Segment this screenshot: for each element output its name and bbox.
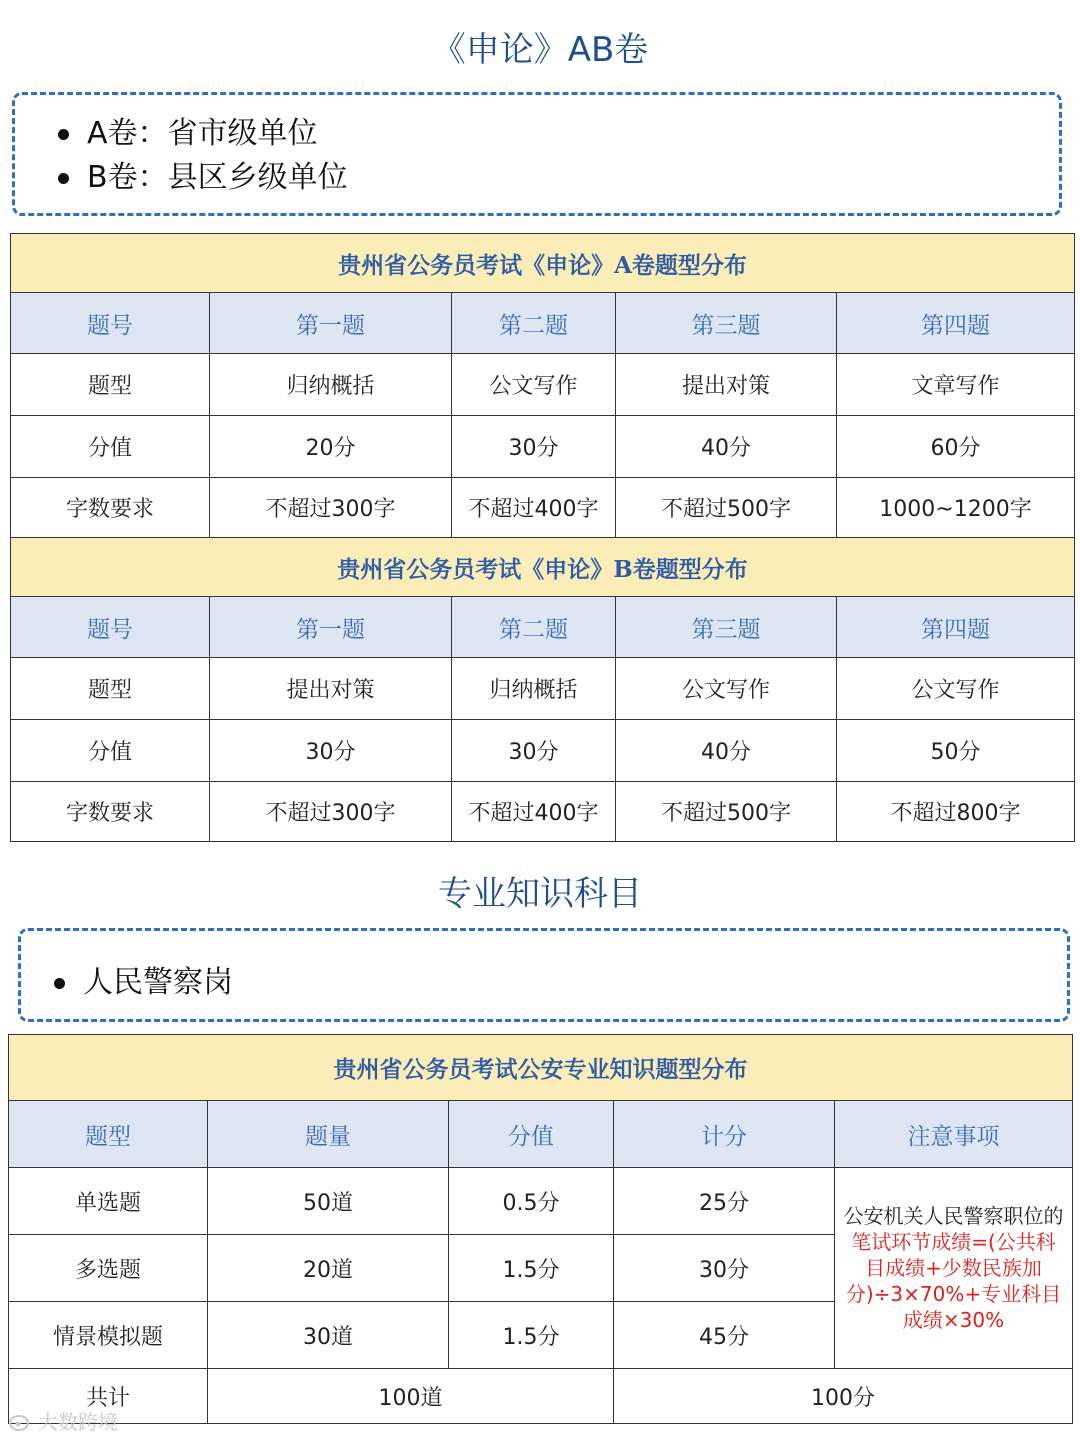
table-b-cell: 分值 [11,720,210,782]
table-a-cell: 不超过500字 [616,478,837,538]
table-c-header: 题型 [9,1101,208,1168]
section-title-shenlun: 《申论》AB卷 [431,30,649,70]
table-c-cell: 30道 [208,1302,449,1369]
table-c-total-score: 100分 [614,1369,1073,1424]
table-b-cell: 不超过400字 [452,782,616,842]
table-c-header: 分值 [449,1101,614,1168]
bullet-police-post [54,963,233,1003]
table-c-cell: 45分 [614,1302,835,1369]
table-b-cell: 公文写作 [616,658,837,720]
table-b-header: 第四题 [837,597,1075,658]
table-a-cell: 题型 [11,354,210,416]
table-c-cell: 20道 [208,1235,449,1302]
table-c-cell: 1.5分 [449,1235,614,1302]
table-a-cell: 字数要求 [11,478,210,538]
table-a-header: 题号 [11,293,210,354]
table-a-header: 第二题 [452,293,616,354]
table-a-cell: 30分 [452,416,616,478]
table-c-banner: 贵州省公务员考试公安专业知识题型分布 [9,1035,1073,1101]
table-b-cell: 30分 [452,720,616,782]
table-c-total-count: 100道 [208,1369,614,1424]
table-c-cell: 25分 [614,1168,835,1235]
table-c-cell: 50道 [208,1168,449,1235]
police-knowledge-table [8,1034,1073,1424]
table-a-cell: 不超过300字 [210,478,452,538]
table-b-header: 第二题 [452,597,616,658]
table-b-header: 第一题 [210,597,452,658]
table-c-total-label: 共计 [9,1369,208,1424]
table-c-cell: 单选题 [9,1168,208,1235]
table-a-cell: 提出对策 [616,354,837,416]
table-b-cell: 50分 [837,720,1075,782]
table-a-header: 第四题 [837,293,1075,354]
table-b-cell: 提出对策 [210,658,452,720]
table-c-cell: 多选题 [9,1235,208,1302]
table-b-cell: 30分 [210,720,452,782]
table-b-header: 第三题 [616,597,837,658]
bullet-a-paper [58,114,318,154]
watermark [8,1406,118,1435]
table-b-cell: 题型 [11,658,210,720]
table-a-header: 第三题 [616,293,837,354]
weibo-icon [8,1409,32,1433]
table-a-header: 第一题 [210,293,452,354]
bullet-text: A卷：省市级单位 [87,116,318,151]
table-c-cell: 30分 [614,1235,835,1302]
bullet-dot-icon [58,129,69,140]
table-b-cell: 40分 [616,720,837,782]
note-formula: 笔试环节成绩=(公共科目成绩+少数民族加分)÷3×70%+专业科目成绩×30% [845,1230,1062,1332]
table-b-cell: 不超过300字 [210,782,452,842]
table-b-cell: 不超过800字 [837,782,1075,842]
table-c-cell: 情景模拟题 [9,1302,208,1369]
note-text: 公安机关人民警察职位的 [843,1204,1064,1228]
table-c-header: 计分 [614,1101,835,1168]
table-c-header: 题量 [208,1101,449,1168]
bullet-text: B卷：县区乡级单位 [87,160,348,195]
table-a-cell: 60分 [837,416,1075,478]
table-c-note [835,1168,1073,1369]
watermark-text: 大数跨境 [38,1410,118,1434]
table-b-header: 题号 [11,597,210,658]
table-b-cell: 字数要求 [11,782,210,842]
table-b-cell: 公文写作 [837,658,1075,720]
table-b-cell: 不超过500字 [616,782,837,842]
table-a-cell: 20分 [210,416,452,478]
bullet-text: 人民警察岗 [83,965,233,1000]
table-c-cell: 0.5分 [449,1168,614,1235]
shenlun-distribution-table [10,233,1075,842]
table-a-cell: 不超过400字 [452,478,616,538]
table-c-header: 注意事项 [835,1101,1073,1168]
table-a-cell: 分值 [11,416,210,478]
table-a-cell: 归纳概括 [210,354,452,416]
table-a-banner: 贵州省公务员考试《申论》A卷题型分布 [11,234,1075,293]
bullet-dot-icon [58,173,69,184]
table-a-cell: 文章写作 [837,354,1075,416]
table-a-cell: 40分 [616,416,837,478]
bullet-b-paper [58,158,348,198]
bullet-dot-icon [54,978,65,989]
table-a-cell: 1000~1200字 [837,478,1075,538]
section-title-professional: 专业知识科目 [438,874,642,914]
table-b-banner: 贵州省公务员考试《申论》B卷题型分布 [11,538,1075,597]
table-a-cell: 公文写作 [452,354,616,416]
table-b-cell: 归纳概括 [452,658,616,720]
table-c-cell: 1.5分 [449,1302,614,1369]
